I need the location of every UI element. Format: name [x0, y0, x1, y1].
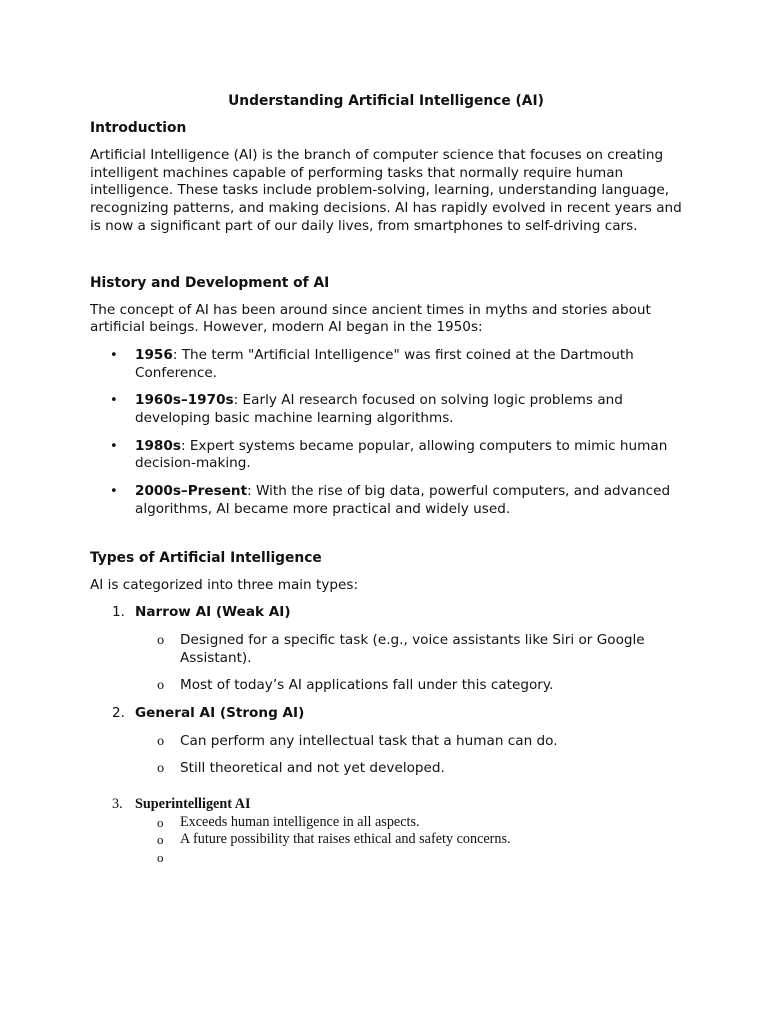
type-name: General AI (Strong AI): [135, 705, 305, 722]
section-spacer: [90, 529, 682, 549]
sub-list: [135, 733, 682, 778]
section-spacer: [90, 246, 682, 274]
type-name: Superintelligent AI: [135, 796, 251, 813]
document-body: [90, 92, 682, 865]
intro-heading: Introduction: [90, 120, 187, 136]
list-item: [90, 347, 682, 382]
history-paragraph: The concept of AI has been around since ancient times in myths and stories about artificial beings. However, modern AI began in the 1950s:: [90, 301, 651, 336]
history-text: : Expert systems became popular, allowing computers to mimic human decision-making.: [135, 437, 668, 472]
bullet-icon: •: [110, 438, 118, 454]
bullet-icon: •: [110, 347, 118, 363]
sub-bullet-icon: o: [157, 814, 164, 830]
history-list: [90, 347, 682, 519]
history-text: : Early AI research focused on solving logic problems and developing basic machine learning algorithms.: [135, 392, 623, 427]
list-number: 1.: [112, 604, 125, 621]
sub-list-item: [135, 814, 682, 832]
history-term: 2000s–Present: [135, 483, 248, 500]
sub-point-text: Designed for a specific task (e.g., voice assistants like Siri or Google Assistant).: [180, 631, 645, 666]
sub-bullet-icon: o: [157, 632, 165, 647]
document-title: Understanding Artificial Intelligence (AI): [228, 93, 544, 109]
type-item-narrow: [90, 604, 682, 695]
types-list: [90, 604, 682, 865]
sub-bullet-icon: o: [157, 678, 165, 693]
list-number: 3.: [112, 796, 123, 813]
sub-list-item: [135, 733, 682, 751]
sub-list-item: [135, 677, 682, 695]
type-item-general: [90, 705, 682, 778]
bullet-icon: •: [110, 484, 118, 500]
sub-bullet-icon: o: [157, 832, 164, 848]
history-term: 1956: [135, 346, 173, 363]
list-item: [90, 392, 682, 427]
sub-list: [135, 813, 682, 865]
types-heading: Types of Artificial Intelligence: [90, 549, 322, 566]
types-paragraph: AI is categorized into three main types:: [90, 576, 359, 593]
history-term: 1960s–1970s: [135, 392, 234, 409]
sub-list-item: [135, 760, 682, 778]
sub-point-text: Exceeds human intelligence in all aspects.: [180, 813, 420, 830]
history-text: : With the rise of big data, powerful computers, and advanced algorithms, AI became more practical and widely used.: [135, 483, 671, 517]
sub-bullet-icon: o: [157, 761, 165, 776]
sub-list-item: [135, 831, 682, 849]
intro-paragraph: Artificial Intelligence (AI) is the branch of computer science that focuses on creating intelligent machines capable of performing tasks that normally require human intelligence. These tasks include problem-solving, learning, understanding language, recognizing patterns, and making decisions. AI has rapidly evolved in recent years and is now a significant part of our daily lives, from smartphones to self-driving cars.: [90, 147, 682, 234]
history-text: : The term "Artificial Intelligence" was first coined at the Dartmouth Conference.: [135, 346, 634, 381]
sub-bullet-icon: o: [157, 849, 164, 865]
sub-point-text: Still theoretical and not yet developed.: [180, 760, 445, 777]
type-item-superintelligent: [90, 796, 682, 865]
bullet-icon: •: [110, 393, 118, 409]
sub-list: [135, 632, 682, 695]
list-item: [90, 483, 682, 518]
sub-point-text: A future possibility that raises ethical and safety concerns.: [180, 831, 511, 848]
type-name: Narrow AI (Weak AI): [135, 604, 291, 621]
list-number: 2.: [112, 705, 125, 722]
sub-list-item: [135, 632, 682, 667]
sub-bullet-icon: o: [157, 733, 165, 748]
sub-point-text: Most of today’s AI applications fall under this category.: [180, 677, 554, 694]
list-item: [90, 438, 682, 473]
sub-point-text: Can perform any intellectual task that a human can do.: [180, 732, 558, 749]
history-term: 1980s: [135, 437, 181, 454]
history-heading: History and Development of AI: [90, 274, 330, 291]
